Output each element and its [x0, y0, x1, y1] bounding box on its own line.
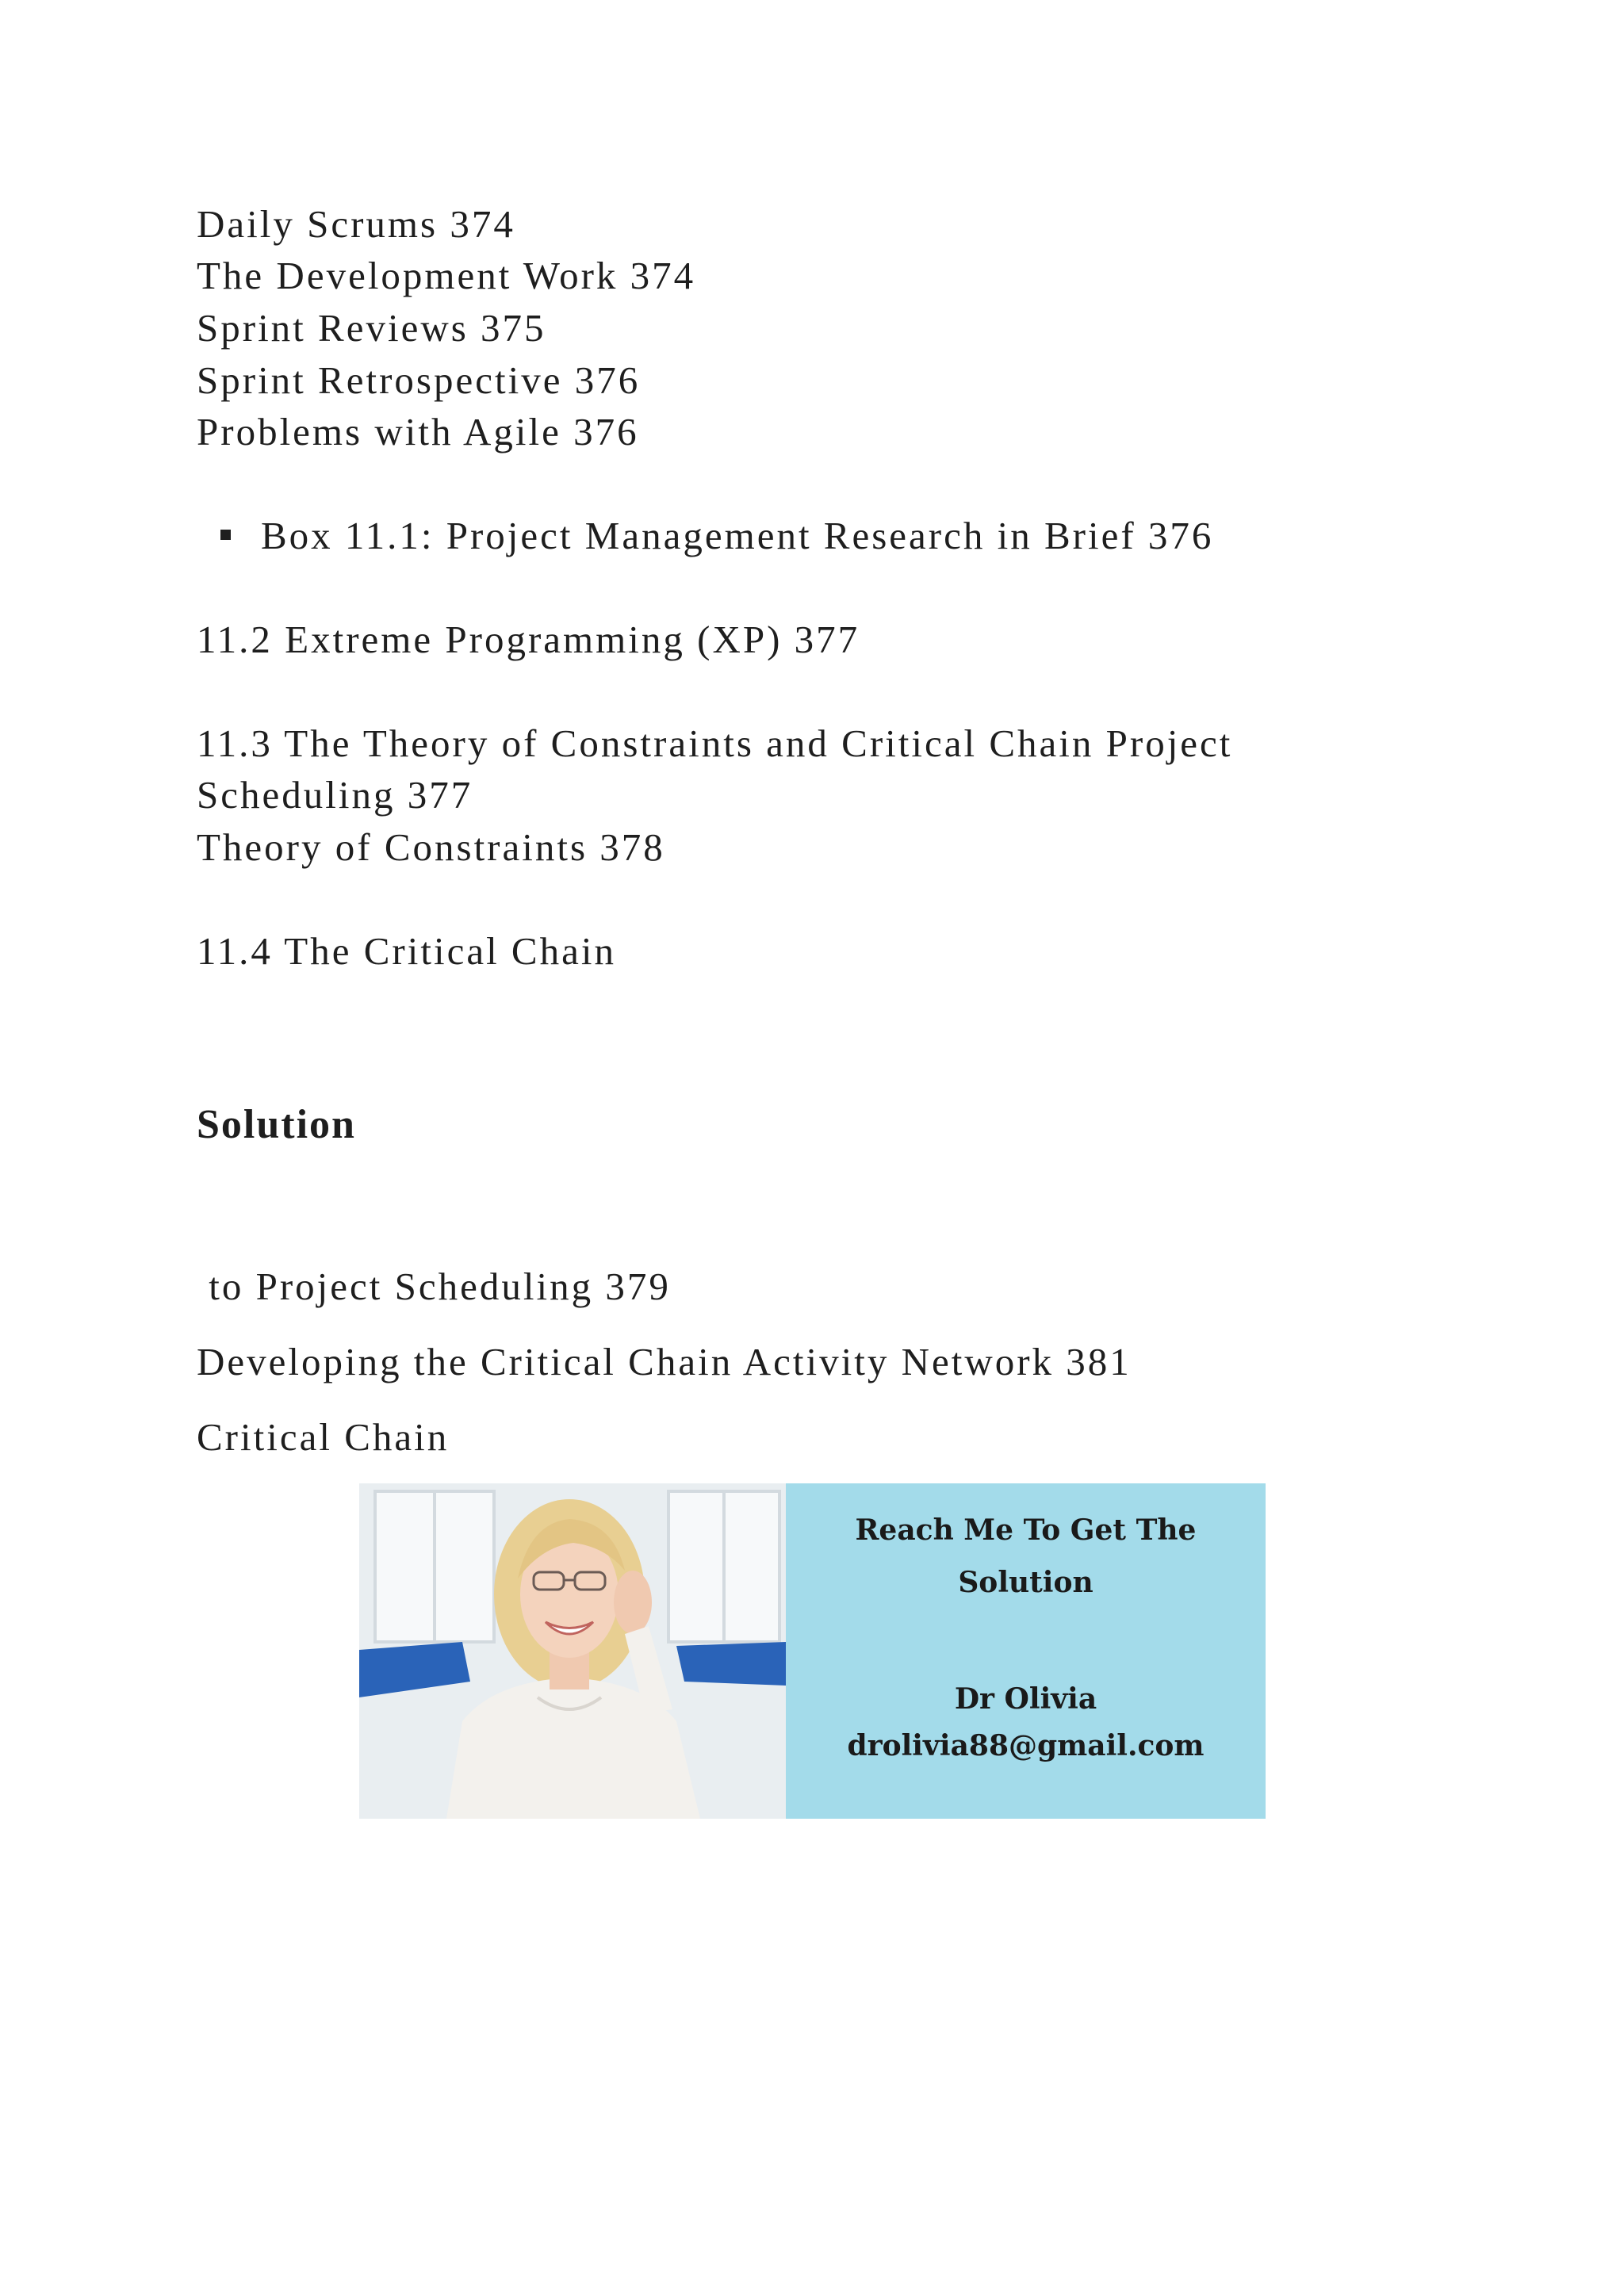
square-bullet-icon: [220, 530, 231, 540]
toc-entry-problems-with-agile: Problems with Agile 376: [197, 410, 639, 453]
toc-section-11-3-line1: 11.3 The Theory of Constraints and Critical Chain Project: [197, 721, 1233, 765]
woman-photo: [359, 1483, 786, 1819]
banner-contact-name: Dr Olivia: [954, 1682, 1097, 1716]
banner-line-reach-me: Reach Me To Get The: [855, 1513, 1197, 1547]
continuation-line-project-scheduling: to Project Scheduling 379: [197, 1265, 671, 1308]
continuation-line-activity-network: Developing the Critical Chain Activity Network 381: [197, 1340, 1132, 1383]
toc-section-11-3-line2: Scheduling 377: [197, 773, 473, 817]
solution-heading: Solution: [197, 1102, 356, 1147]
toc-section-11-2: 11.2 Extreme Programming (XP) 377: [197, 618, 860, 661]
contact-banner[interactable]: [359, 1483, 1266, 1819]
continuation-line-critical-chain: Critical Chain: [197, 1415, 450, 1459]
toc-entry-sprint-reviews: Sprint Reviews 375: [197, 306, 546, 350]
banner-line-solution: Solution: [958, 1566, 1094, 1599]
toc-entry-theory-of-constraints: Theory of Constraints 378: [197, 825, 665, 869]
toc-entry-daily-scrums: Daily Scrums 374: [197, 202, 515, 246]
banner-contact-email[interactable]: drolivia88@gmail.com: [847, 1729, 1205, 1762]
toc-bullet-box-11-1: [220, 516, 1213, 555]
toc-entry-sprint-retrospective: Sprint Retrospective 376: [197, 358, 641, 402]
woman-portrait-illustration: [359, 1483, 786, 1819]
contact-info-panel: [786, 1483, 1266, 1819]
toc-entry-development-work: The Development Work 374: [197, 254, 696, 297]
toc-section-11-4: 11.4 The Critical Chain: [197, 929, 616, 973]
toc-bullet-text: Box 11.1: Project Management Research in Brief 376: [261, 514, 1214, 557]
